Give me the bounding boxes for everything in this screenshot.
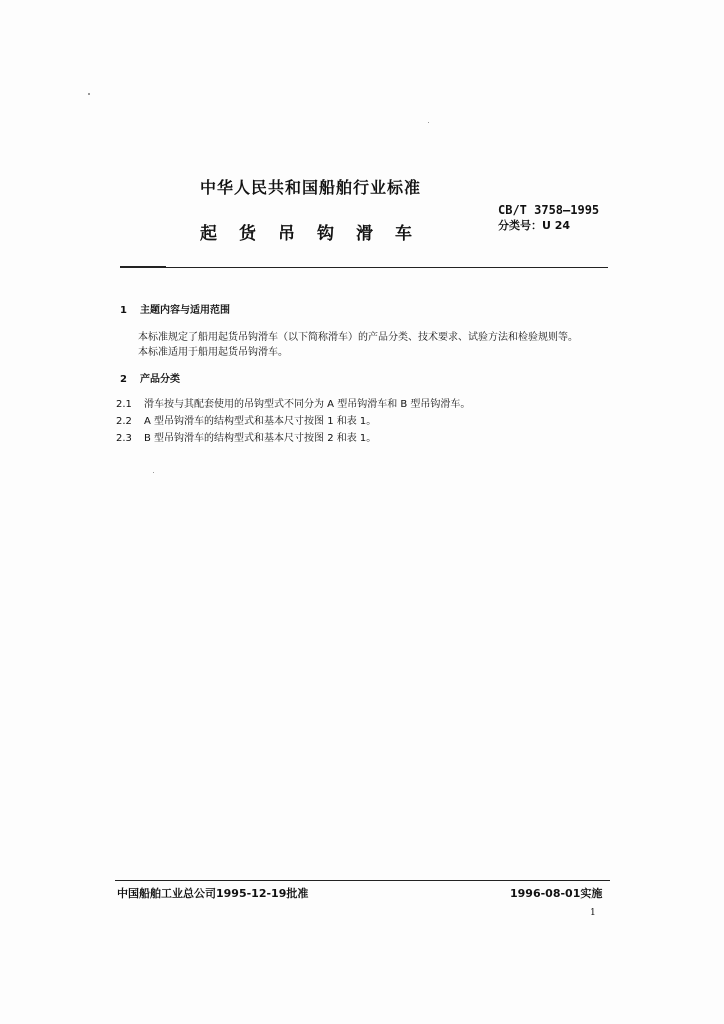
section-title: 主题内容与适用范围 (140, 305, 230, 316)
section-1-heading (120, 305, 230, 317)
clause-text: B 型吊钩滑车的结构型式和基本尺寸按图 2 和表 1。 (144, 433, 377, 444)
header-rule-thick (120, 266, 166, 268)
clause-2-3 (116, 433, 376, 445)
clause-2-1 (116, 399, 470, 411)
clause-text: 滑车按与其配套使用的吊钩型式不同分为 A 型吊钩滑车和 B 型吊钩滑车。 (144, 399, 471, 410)
scan-speck (88, 93, 90, 95)
page-number: 1 (590, 908, 596, 918)
classification-number: 分类号：U 24 (498, 219, 571, 232)
standard-title: 起货吊钩滑车 (200, 224, 434, 244)
approval-statement: 中国船舶工业总公司1995-12-19批准 (117, 887, 309, 900)
effective-date: 1996-08-01实施 (510, 887, 603, 900)
footer-rule (115, 880, 610, 881)
clause-text: A 型吊钩滑车的结构型式和基本尺寸按图 1 和表 1。 (144, 416, 377, 427)
clause-number: 2.2 (116, 416, 132, 427)
section-1-paragraph-1: 本标准规定了船用起货吊钩滑车（以下简称滑车）的产品分类、技术要求、试验方法和检验规则等。 (138, 332, 578, 343)
section-2-heading (120, 374, 180, 386)
scan-speck (153, 472, 154, 473)
section-title: 产品分类 (140, 374, 180, 385)
section-1-paragraph-2: 本标准适用于船用起货吊钩滑车。 (138, 347, 288, 358)
header-rule (166, 267, 608, 268)
section-number: 2 (120, 374, 127, 385)
clause-number: 2.3 (116, 433, 132, 444)
standard-organization: 中华人民共和国船舶行业标准 (200, 178, 422, 197)
clause-2-2 (116, 416, 376, 428)
scan-speck (428, 122, 429, 123)
clause-number: 2.1 (116, 399, 132, 410)
standard-code: CB/T 3758—1995 (498, 203, 600, 217)
section-number: 1 (120, 305, 127, 316)
